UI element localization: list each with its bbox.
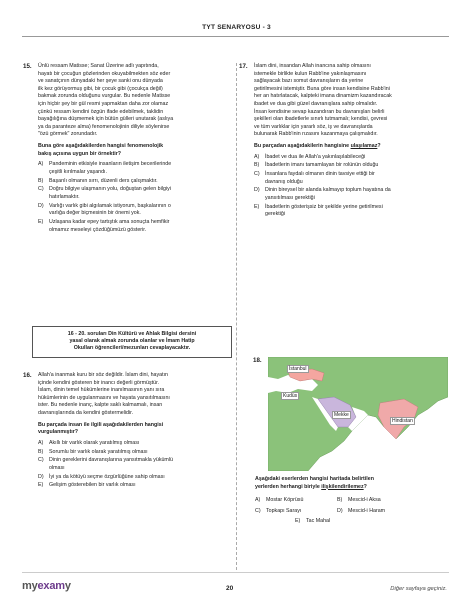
answer-options	[254, 154, 450, 220]
brand-logo	[22, 580, 71, 592]
prompt-emphasis: ulaşılamaz	[350, 142, 378, 149]
prompt-text: yerlerden herhangi biriyle	[255, 483, 322, 490]
option-letter: A)	[255, 497, 261, 503]
option-text: Başarılı olmanın sırrı, düzenli ders çalışmaktır.	[49, 177, 158, 184]
text-line: ve tüm varlıklar için yararlı söz, iş ve davranışlarda	[254, 123, 373, 130]
question-number: 16.	[23, 372, 32, 379]
option-b[interactable]	[38, 178, 228, 186]
text-line: hükümlerinin de uygulanmasını ve hayata yansıtılmasını	[38, 394, 170, 401]
prompt-line: bakış açısına uygun bir örnektir?	[38, 150, 122, 157]
option-letter: A)	[254, 153, 260, 160]
option-a[interactable]	[254, 154, 450, 162]
option-text: Doğru bilgiye ulaşmanın yolu, doğuştan gelen bilgiyi	[49, 186, 171, 193]
text-line: getirilmesini istemiştir. Buna göre insan kendisine Rabb'ini	[254, 85, 390, 92]
option-letter: E)	[254, 203, 260, 210]
text-line: istemekle birlikte kulun Rabb'ine yakınlaşmasını	[254, 70, 367, 77]
option-text: Mescid-i Haram	[348, 507, 386, 514]
notice-line: Okulları öğrencileri/mezunları cevaplayacaktır.	[73, 345, 191, 352]
text-line: ister. Bu nedenle inanç, kalpte saklı kalmamalı, insan	[38, 402, 163, 409]
text-line: ibadet ve dua gibi güzel davranışlara sahip olmalıdır.	[254, 100, 378, 107]
option-text: İbadetlerin gösterişsiz bir şekilde yerine getirilmesi	[265, 203, 383, 210]
option-e[interactable]	[295, 518, 377, 526]
option-c[interactable]	[38, 186, 228, 201]
option-a[interactable]	[38, 440, 228, 448]
text-line: içinde kendini gösteren bir inancı değerli görmüştür.	[38, 379, 160, 386]
option-c[interactable]	[254, 171, 450, 186]
option-letter: C)	[254, 171, 260, 178]
option-text: İbadet ve dua ile Allah'a yakınlaşılabileceği	[265, 153, 366, 160]
region-map	[268, 357, 448, 471]
option-e[interactable]	[38, 219, 228, 234]
option-letter: E)	[38, 219, 44, 226]
text-line: ilk kez görüyormuş gibi, bir çocuk gibi (çocukça değil)	[38, 85, 163, 92]
text-line: İslam dini, insandan Allah inancına sahip olmasını	[254, 63, 371, 69]
text-line: Allah'a inanmak kuru bir söz değildir. İslam dini, hayatın	[38, 372, 168, 378]
option-b[interactable]	[337, 497, 419, 505]
option-d[interactable]	[38, 474, 228, 482]
option-text: İnsanlara faydalı olmanın dinin tavsiye ettiği bir	[265, 171, 375, 178]
option-text: İyi ya da kötüyü seçme özgürlüğüne sahip olması	[49, 473, 165, 480]
notice-line: yasal olarak almak zorunda olanlar ve İmam Hatip	[69, 338, 195, 345]
option-text: yansıtılması gerektiği	[265, 195, 315, 202]
map-label-kudus: Kudüs	[283, 393, 298, 399]
option-letter: D)	[38, 202, 44, 209]
question-text	[254, 63, 450, 139]
question-number: 18.	[253, 357, 262, 364]
text-line: davranışlarında da kendini göstermelidir.	[38, 409, 134, 416]
question-16	[23, 372, 228, 491]
option-letter: B)	[254, 162, 260, 169]
logo-part: my	[22, 580, 38, 592]
answer-options	[255, 497, 455, 529]
logo-part: exam	[37, 580, 65, 592]
answer-options	[38, 440, 228, 490]
option-letter: B)	[337, 497, 343, 503]
answer-options	[38, 161, 228, 234]
option-letter: D)	[38, 473, 44, 480]
option-text: Dinin bireysel bir alanda kalmayıp toplum hayatına da	[265, 187, 391, 194]
option-letter: D)	[337, 507, 343, 514]
option-text: Topkapı Sarayı	[266, 507, 302, 514]
option-text: Dinin gereklerini davranışlarına yansıtmakla yükümlü	[49, 457, 173, 464]
notice-line: 16 - 20. soruları Din Kültürü ve Ahlak Bilgisi dersini	[67, 331, 197, 337]
option-b[interactable]	[254, 162, 450, 170]
text-line: için hiçbir şey bir gül resmi yapmaktan daha zor olamaz	[38, 100, 169, 107]
question-15	[23, 63, 228, 235]
option-text: Akıllı bir varlık olarak yaratılmış olması	[49, 439, 140, 446]
option-c[interactable]	[255, 508, 337, 516]
question-text	[38, 372, 228, 418]
text-line: ya da paranteze alma) fenomenolojinin diliyle söylenirse	[38, 123, 170, 130]
option-text: Tac Mahal	[306, 518, 331, 525]
prompt-emphasis: ilişkilendirilemez	[321, 483, 364, 490]
option-letter: B)	[38, 448, 44, 455]
footer-divider	[22, 572, 449, 573]
prompt-line: vurgulanmıştır?	[38, 429, 79, 436]
option-text: İbadetlerin imanı tamamlayan bir rolünün olduğu	[265, 162, 379, 169]
prompt-line: Buna göre aşağıdakilerden hangisi fenomenolojik	[38, 142, 164, 149]
question-number: 15.	[23, 63, 32, 70]
option-text: Sorumlu bir varlık olarak yaratılmış olması	[49, 448, 148, 455]
option-c[interactable]	[38, 457, 228, 472]
option-e[interactable]	[254, 204, 450, 219]
text-line: İslam, dinin temel hükümlerine inanılmasının yanı sıra	[38, 387, 165, 394]
question-17	[239, 63, 450, 220]
text-line: çünkü ressam kendini özgün ifade edebilmek, taklidin	[38, 108, 164, 115]
prompt-text: ?	[377, 142, 381, 149]
text-line: "özü görmek" zorundadır.	[38, 131, 98, 138]
option-a[interactable]	[38, 161, 228, 176]
option-e[interactable]	[38, 482, 228, 490]
map-label-istanbul: İstanbul	[289, 366, 307, 372]
text-line: şekilleri olan ibadetlerle sınırlı tutmamalı; kendisi, çevresi	[254, 116, 388, 123]
question-prompt	[254, 143, 450, 151]
text-line: İnsan kendisine sevap kazandıran bu davranışları belirli	[254, 108, 385, 115]
option-text: Varlığı varlık gibi algılamak istiyorum, başkalarının o	[49, 202, 171, 209]
option-text: davranış olduğu	[265, 178, 303, 185]
option-letter: C)	[38, 457, 44, 464]
option-text: çeşitli kırılmalar yaşandı.	[49, 168, 107, 175]
question-number: 17.	[239, 63, 248, 70]
prompt-line	[255, 484, 455, 492]
option-text: olması	[49, 464, 65, 471]
logo-part: y	[64, 580, 71, 592]
option-text: Pandeminin etkisiyle insanların iletişim becerilerinde	[49, 161, 172, 168]
question-prompt	[255, 476, 455, 491]
text-line: her an hatırlatacak, kalpteki imana dinamizm kazandıracak	[254, 93, 392, 100]
option-d[interactable]	[254, 187, 450, 202]
text-line: Ünlü ressam Matisse; Sanat Üzerine adlı yapıtında,	[38, 63, 159, 69]
option-a[interactable]	[255, 497, 337, 505]
prompt-line: Bu parçada insan ile ilgili aşağıdakilerden hangisi	[38, 421, 164, 428]
option-text: Mostar Köprüsü	[266, 497, 304, 503]
option-letter: D)	[254, 187, 260, 194]
prompt-text: Bu parçadan aşağıdakilerin hangisine	[254, 142, 351, 149]
option-text: varlığa değer biçmesinin bir önemi yok.	[49, 210, 141, 217]
option-text: Gelişim gösterebilen bir varlık olması	[49, 482, 136, 489]
option-letter: B)	[38, 177, 44, 184]
option-letter: A)	[38, 161, 44, 168]
map-label-mekke: Mekke	[334, 412, 349, 418]
prompt-text: ?	[363, 483, 367, 490]
question-18-prompt	[255, 476, 455, 491]
option-text: Uzlaşana kadar epey tartıştık ama sonuçta hemfikir	[49, 219, 170, 226]
option-text: hatırlamaktır.	[49, 193, 80, 200]
option-letter: E)	[295, 518, 301, 525]
option-text: olmamız meseleyi çözdüğümüzü gösterir.	[49, 226, 147, 233]
option-letter: A)	[38, 439, 44, 446]
text-line: bakmak zorunda olduğunu vurgular. Bu nedenle Matisse	[38, 93, 171, 100]
map-label-hindistan: Hindistan	[392, 418, 413, 424]
option-letter: C)	[38, 186, 44, 193]
notice-box	[32, 326, 232, 358]
prompt-line: Aşağıdaki eserlerden hangisi haritada belirtilen	[255, 476, 374, 482]
question-prompt	[38, 143, 228, 158]
option-d[interactable]	[38, 203, 228, 218]
question-prompt	[38, 422, 228, 437]
text-line: hayatı bir çocuğun gözlerinden okuyabilmekten söz eder	[38, 70, 171, 77]
map-graphic	[268, 357, 448, 471]
text-line: ve sanatçının dünyadaki her şeye sanki onu dünyada	[38, 78, 163, 85]
option-letter: C)	[255, 507, 261, 514]
text-line: sağlayacak bazı somut davranışların da yerine	[254, 78, 364, 85]
next-page-note: Diğer sayfaya geçiniz.	[390, 586, 447, 592]
option-text: gerektiği	[265, 211, 286, 218]
option-d[interactable]	[337, 508, 419, 516]
option-b[interactable]	[38, 449, 228, 457]
text-line: bayağılığına düşmemek için bütün gülleri unutarak (aslıya	[38, 116, 174, 123]
header-divider	[22, 36, 449, 37]
question-text	[38, 63, 228, 139]
page-header: TYT SENARYOSU - 3	[202, 24, 271, 31]
option-text: Mescid-i Aksa	[348, 497, 381, 503]
page-number: 20	[226, 585, 234, 592]
text-line: bulunarak Rabb'inin rızasını kazanmaya çalışmalıdır.	[254, 131, 378, 138]
column-divider	[236, 63, 237, 570]
option-letter: E)	[38, 482, 44, 489]
